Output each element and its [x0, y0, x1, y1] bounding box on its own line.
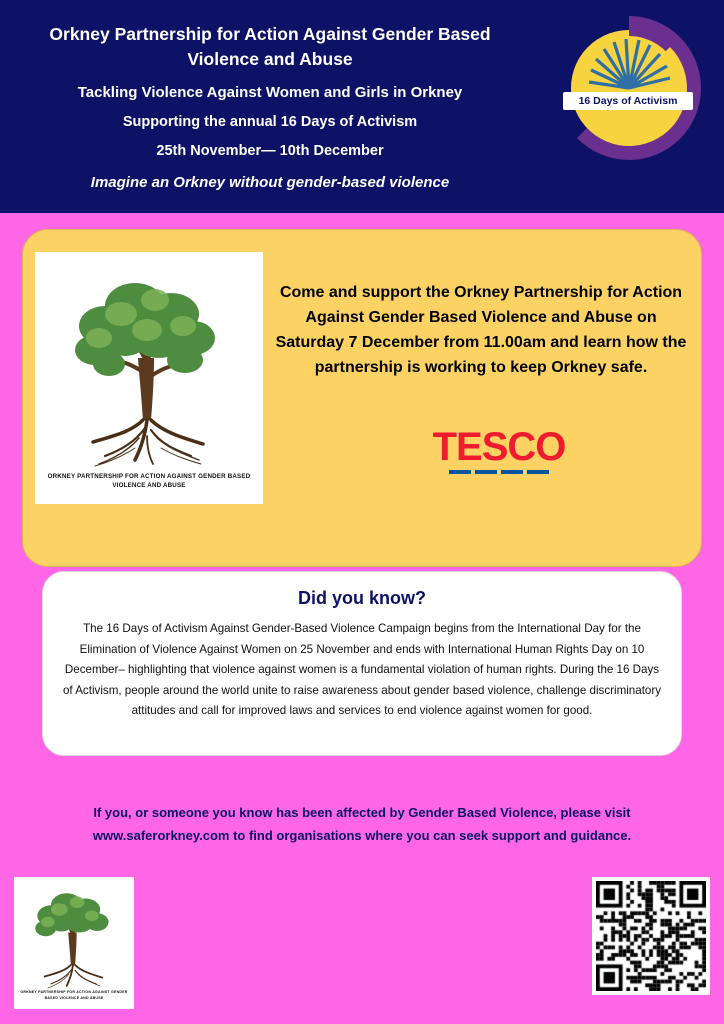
did-you-know-body: The 16 Days of Activism Against Gender-Based Violence Campaign begins from the International Day for the Elimination of Violence Against Women on 25 November and ends with International Human Rights Day on 10 December– highlighting that violence against women is a fundamental violation of human rights. During the 16 Days of Activism, people around the world unite to raise awareness about gender based violence, challenge discriminatory attitudes and call for improved laws and services to end violence against women for good.: [62, 622, 662, 717]
tree-icon: [14, 877, 134, 1009]
poster-body: [0, 213, 724, 1024]
footer-partnership-logo: [14, 877, 134, 1009]
header-subtitle: Tackling Violence Against Women and Girls in Orkney: [77, 84, 463, 101]
qr-code[interactable]: [592, 877, 710, 995]
partnership-logo-caption: ORKNEY PARTNERSHIP FOR ACTION AGAINST GENDER BASED VIOLENCE AND ABUSE: [47, 473, 251, 489]
tesco-stripes: [429, 470, 569, 474]
support-contact-text: If you, or someone you know has been affected by Gender Based Violence, please visit www.saferorkney.com to find organisations where you can seek support and guidance.: [92, 805, 632, 843]
partnership-logo: [35, 252, 263, 504]
sixteen-days-badge-label: 16 Days of Activism: [563, 92, 693, 110]
header-tagline: Imagine an Orkney without gender-based violence: [90, 174, 450, 191]
header-text-block: [0, 22, 540, 191]
poster-header: [0, 0, 724, 213]
tree-icon: [35, 252, 263, 504]
did-you-know-title: Did you know?: [298, 588, 426, 608]
header-dates: 25th November— 10th December: [156, 143, 384, 159]
did-you-know-card: [42, 571, 682, 756]
page-title: Orkney Partnership for Action Against Gender Based Violence and Abuse: [49, 24, 491, 69]
footer-logo-caption: ORKNEY PARTNERSHIP FOR ACTION AGAINST GENDER BASED VIOLENCE AND ABUSE: [20, 990, 128, 1000]
sixteen-days-logo: [557, 8, 702, 193]
header-support-line: Supporting the annual 16 Days of Activism: [122, 114, 418, 130]
tesco-wordmark: TESCO: [432, 425, 566, 469]
event-card: [22, 229, 702, 567]
event-message: Come and support the Orkney Partnership for Action Against Gender Based Violence and Abuse on Saturday 7 December from 11.00am and learn how the partnership is working to keep Orkney safe.: [275, 284, 687, 376]
tesco-logo: [429, 426, 569, 474]
